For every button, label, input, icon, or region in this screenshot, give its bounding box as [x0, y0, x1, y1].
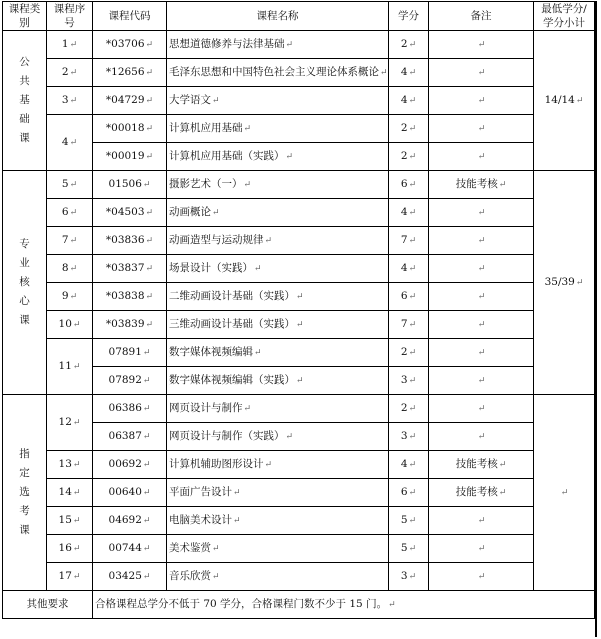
row-code: 07892↵	[93, 367, 167, 395]
paragraph-mark-icon: ↵	[69, 263, 78, 274]
row-seq: 1↵	[47, 31, 93, 59]
paragraph-mark-icon: ↵	[477, 515, 486, 526]
row-remark	[429, 199, 534, 227]
row-code: *03839↵	[93, 311, 167, 339]
row-remark	[429, 115, 534, 143]
row-name: 计算机应用基础↵	[167, 115, 389, 143]
row-code: *03837↵	[93, 255, 167, 283]
row-name: 动画造型与运动规律↵	[167, 227, 389, 255]
vertical-edge-line	[595, 1, 597, 637]
row-seq: 7↵	[47, 227, 93, 255]
paragraph-mark-icon: ↵	[575, 95, 584, 106]
paragraph-mark-icon: ↵	[142, 179, 151, 190]
paragraph-mark-icon: ↵	[408, 403, 417, 414]
row-remark	[429, 423, 534, 451]
paragraph-mark-icon: ↵	[477, 235, 486, 246]
paragraph-mark-icon: ↵	[477, 39, 486, 50]
row-code: *03838↵	[93, 283, 167, 311]
row-name: 二维动画设计基础（实践）↵	[167, 283, 389, 311]
row-remark	[429, 143, 534, 171]
category-char: 基	[19, 94, 30, 106]
row-code: *00019↵	[93, 143, 167, 171]
table-row	[3, 395, 595, 423]
category-char: 指	[19, 448, 30, 460]
paragraph-mark-icon: ↵	[408, 431, 417, 442]
row-credit: 7↵	[389, 311, 429, 339]
row-name: 数字媒体视频编辑（实践）↵	[167, 367, 389, 395]
paragraph-mark-icon: ↵	[72, 515, 81, 526]
row-credit: 4↵	[389, 451, 429, 479]
row-remark	[429, 31, 534, 59]
row-code: 00640↵	[93, 479, 167, 507]
category-char: 考	[19, 505, 30, 517]
paragraph-mark-icon: ↵	[142, 375, 151, 386]
paragraph-mark-icon: ↵	[142, 403, 151, 414]
row-credit: 4↵	[389, 87, 429, 115]
row-credit: 3↵	[389, 367, 429, 395]
row-seq: 15↵	[47, 507, 93, 535]
row-name: 场景设计（实践）↵	[167, 255, 389, 283]
curriculum-table	[2, 1, 595, 619]
row-name: 动画概论↵	[167, 199, 389, 227]
paragraph-mark-icon: ↵	[477, 207, 486, 218]
paragraph-mark-icon: ↵	[142, 347, 151, 358]
paragraph-mark-icon: ↵	[408, 39, 417, 50]
row-seq: 4↵	[47, 115, 93, 171]
table-row	[3, 535, 595, 563]
row-name: 三维动画设计基础（实践）↵	[167, 311, 389, 339]
row-credit: 4↵	[389, 59, 429, 87]
paragraph-mark-icon: ↵	[408, 347, 417, 358]
category-elective	[3, 395, 47, 591]
paragraph-mark-icon: ↵	[408, 515, 417, 526]
category-public	[3, 31, 47, 171]
row-name: 网页设计与制作（实践）↵	[167, 423, 389, 451]
paragraph-mark-icon: ↵	[408, 235, 417, 246]
paragraph-mark-icon: ↵	[408, 179, 417, 190]
paragraph-mark-icon: ↵	[408, 291, 417, 302]
category-char: 定	[19, 467, 30, 479]
paragraph-mark-icon: ↵	[142, 431, 151, 442]
table-row	[3, 451, 595, 479]
paragraph-mark-icon: ↵	[233, 487, 241, 498]
paragraph-mark-icon: ↵	[560, 487, 569, 498]
row-code: 07891↵	[93, 339, 167, 367]
row-code: 00692↵	[93, 451, 167, 479]
row-name: 电脑美术设计↵	[167, 507, 389, 535]
category-char: 共	[19, 75, 30, 87]
paragraph-mark-icon: ↵	[380, 67, 388, 78]
row-code: 04692↵	[93, 507, 167, 535]
row-credit: 5↵	[389, 535, 429, 563]
category-char: 选	[19, 486, 30, 498]
paragraph-mark-icon: ↵	[69, 137, 78, 148]
table-row	[3, 199, 595, 227]
row-credit: 2↵	[389, 339, 429, 367]
row-code: 06386↵	[93, 395, 167, 423]
table-row	[3, 339, 595, 367]
paragraph-mark-icon: ↵	[142, 487, 151, 498]
paragraph-mark-icon: ↵	[72, 417, 81, 428]
row-remark	[429, 367, 534, 395]
header-row	[3, 2, 595, 31]
header-name: 课程名称	[167, 2, 389, 31]
paragraph-mark-icon: ↵	[477, 431, 486, 442]
header-seq: 课程序号	[47, 2, 93, 31]
row-name: 思想道德修养与法律基础↵	[167, 31, 389, 59]
paragraph-mark-icon: ↵	[243, 403, 252, 414]
paragraph-mark-icon: ↵	[296, 375, 304, 386]
paragraph-mark-icon: ↵	[477, 347, 486, 358]
paragraph-mark-icon: ↵	[477, 543, 486, 554]
table-row	[3, 311, 595, 339]
paragraph-mark-icon: ↵	[477, 375, 486, 386]
row-code: 01506↵	[93, 171, 167, 199]
paragraph-mark-icon: ↵	[142, 515, 151, 526]
row-remark	[429, 59, 534, 87]
paragraph-mark-icon: ↵	[72, 571, 81, 582]
paragraph-mark-icon: ↵	[142, 543, 151, 554]
table-row	[3, 283, 595, 311]
paragraph-mark-icon: ↵	[285, 151, 294, 162]
paragraph-mark-icon: ↵	[145, 263, 154, 274]
row-code: *04729↵	[93, 87, 167, 115]
paragraph-mark-icon: ↵	[285, 431, 294, 442]
paragraph-mark-icon: ↵	[72, 487, 81, 498]
row-credit: 3↵	[389, 563, 429, 591]
row-credit: 6↵	[389, 283, 429, 311]
category-char: 心	[19, 295, 30, 307]
row-seq: 17↵	[47, 563, 93, 591]
paragraph-mark-icon: ↵	[498, 179, 507, 190]
row-code: *04503↵	[93, 199, 167, 227]
paragraph-mark-icon: ↵	[145, 319, 154, 330]
row-name: 数字媒体视频编辑↵	[167, 339, 389, 367]
row-seq: 3↵	[47, 87, 93, 115]
row-credit: 2↵	[389, 143, 429, 171]
paragraph-mark-icon: ↵	[408, 319, 417, 330]
row-remark	[429, 563, 534, 591]
paragraph-mark-icon: ↵	[145, 235, 154, 246]
paragraph-mark-icon: ↵	[69, 39, 78, 50]
row-name: 计算机应用基础（实践）↵	[167, 143, 389, 171]
paragraph-mark-icon: ↵	[408, 95, 417, 106]
row-credit: 5↵	[389, 507, 429, 535]
category-char: 业	[19, 257, 30, 269]
paragraph-mark-icon: ↵	[477, 67, 486, 78]
category-char: 核	[19, 276, 30, 288]
row-name: 计算机辅助图形设计↵	[167, 451, 389, 479]
row-remark	[429, 339, 534, 367]
category-char: 础	[19, 113, 30, 125]
paragraph-mark-icon: ↵	[408, 151, 417, 162]
row-seq: 12↵	[47, 395, 93, 451]
table-row	[3, 87, 595, 115]
row-seq: 16↵	[47, 535, 93, 563]
table-row	[3, 479, 595, 507]
row-remark	[429, 87, 534, 115]
paragraph-mark-icon: ↵	[72, 543, 81, 554]
paragraph-mark-icon: ↵	[296, 291, 304, 302]
paragraph-mark-icon: ↵	[69, 207, 78, 218]
row-seq: 13↵	[47, 451, 93, 479]
subtotal-major: 35/39↵	[534, 171, 595, 395]
paragraph-mark-icon: ↵	[477, 123, 486, 134]
row-code: *12656↵	[93, 59, 167, 87]
row-code: 06387↵	[93, 423, 167, 451]
paragraph-mark-icon: ↵	[254, 263, 262, 274]
row-name: 音乐欣赏↵	[167, 563, 389, 591]
paragraph-mark-icon: ↵	[264, 459, 273, 470]
category-char: 课	[19, 132, 30, 144]
paragraph-mark-icon: ↵	[145, 207, 154, 218]
row-credit: 3↵	[389, 423, 429, 451]
paragraph-mark-icon: ↵	[285, 39, 294, 50]
row-seq: 5↵	[47, 171, 93, 199]
paragraph-mark-icon: ↵	[145, 95, 154, 106]
subtotal-public: 14/14↵	[534, 31, 595, 171]
category-char: 课	[19, 524, 30, 536]
paragraph-mark-icon: ↵	[477, 319, 486, 330]
paragraph-mark-icon: ↵	[408, 67, 417, 78]
paragraph-mark-icon: ↵	[408, 263, 417, 274]
paragraph-mark-icon: ↵	[72, 459, 81, 470]
row-credit: 6↵	[389, 479, 429, 507]
footer-text: 合格课程总学分不低于 70 学分，合格课程门数不少于 15 门。↵	[93, 591, 595, 619]
paragraph-mark-icon: ↵	[408, 571, 417, 582]
table-row	[3, 507, 595, 535]
paragraph-mark-icon: ↵	[408, 123, 417, 134]
paragraph-mark-icon: ↵	[408, 459, 417, 470]
row-remark	[429, 255, 534, 283]
paragraph-mark-icon: ↵	[69, 235, 78, 246]
row-remark: 技能考核↵	[429, 451, 534, 479]
paragraph-mark-icon: ↵	[254, 347, 262, 358]
row-credit: 4↵	[389, 199, 429, 227]
row-code: 03425↵	[93, 563, 167, 591]
paragraph-mark-icon: ↵	[69, 179, 78, 190]
paragraph-mark-icon: ↵	[477, 263, 486, 274]
header-category: 课程类别	[3, 2, 47, 31]
row-seq: 14↵	[47, 479, 93, 507]
row-seq: 2↵	[47, 59, 93, 87]
paragraph-mark-icon: ↵	[498, 459, 507, 470]
row-name: 平面广告设计↵	[167, 479, 389, 507]
paragraph-mark-icon: ↵	[72, 361, 81, 372]
table-row	[3, 171, 595, 199]
row-credit: 4↵	[389, 255, 429, 283]
paragraph-mark-icon: ↵	[477, 151, 486, 162]
row-credit: 7↵	[389, 227, 429, 255]
row-remark	[429, 311, 534, 339]
paragraph-mark-icon: ↵	[142, 571, 151, 582]
paragraph-mark-icon: ↵	[477, 95, 486, 106]
table-row	[3, 31, 595, 59]
row-remark	[429, 507, 534, 535]
paragraph-mark-icon: ↵	[145, 67, 154, 78]
table-row	[3, 59, 595, 87]
paragraph-mark-icon: ↵	[145, 291, 154, 302]
category-char: 课	[19, 314, 30, 326]
row-credit: 2↵	[389, 31, 429, 59]
row-code: 00744↵	[93, 535, 167, 563]
row-credit: 2↵	[389, 115, 429, 143]
paragraph-mark-icon: ↵	[477, 403, 486, 414]
row-seq: 8↵	[47, 255, 93, 283]
paragraph-mark-icon: ↵	[69, 67, 78, 78]
category-char: 公	[19, 56, 30, 68]
paragraph-mark-icon: ↵	[212, 207, 220, 218]
row-remark	[429, 283, 534, 311]
paragraph-mark-icon: ↵	[233, 515, 241, 526]
paragraph-mark-icon: ↵	[145, 151, 154, 162]
row-seq: 6↵	[47, 199, 93, 227]
paragraph-mark-icon: ↵	[477, 571, 486, 582]
footer-label: 其他要求	[3, 591, 93, 619]
row-seq: 9↵	[47, 283, 93, 311]
table-row	[3, 227, 595, 255]
footer-row	[3, 591, 595, 619]
paragraph-mark-icon: ↵	[69, 95, 78, 106]
row-name: 美术鉴赏↵	[167, 535, 389, 563]
paragraph-mark-icon: ↵	[498, 487, 507, 498]
row-code: *03706↵	[93, 31, 167, 59]
row-seq: 11↵	[47, 339, 93, 395]
paragraph-mark-icon: ↵	[212, 543, 220, 554]
row-remark: 技能考核↵	[429, 171, 534, 199]
header-remark: 备注	[429, 2, 534, 31]
row-seq: 10↵	[47, 311, 93, 339]
paragraph-mark-icon: ↵	[212, 95, 220, 106]
row-name: 摄影艺术（一）↵	[167, 171, 389, 199]
paragraph-mark-icon: ↵	[388, 599, 396, 610]
paragraph-mark-icon: ↵	[145, 39, 154, 50]
row-name: 大学语文↵	[167, 87, 389, 115]
paragraph-mark-icon: ↵	[408, 375, 417, 386]
row-remark	[429, 227, 534, 255]
paragraph-mark-icon: ↵	[72, 319, 81, 330]
row-remark	[429, 535, 534, 563]
paragraph-mark-icon: ↵	[243, 179, 252, 190]
paragraph-mark-icon: ↵	[296, 319, 304, 330]
paragraph-mark-icon: ↵	[243, 123, 252, 134]
category-char: 专	[19, 238, 30, 250]
row-remark: 技能考核↵	[429, 479, 534, 507]
paragraph-mark-icon: ↵	[575, 277, 584, 288]
paragraph-mark-icon: ↵	[142, 459, 151, 470]
row-code: *03836↵	[93, 227, 167, 255]
row-name: 网页设计与制作↵	[167, 395, 389, 423]
paragraph-mark-icon: ↵	[212, 571, 220, 582]
row-credit: 6↵	[389, 171, 429, 199]
paragraph-mark-icon: ↵	[408, 543, 417, 554]
header-min-credit: 最低学分/学分小计	[534, 2, 595, 31]
paragraph-mark-icon: ↵	[408, 207, 417, 218]
row-name: 毛泽东思想和中国特色社会主义理论体系概论↵	[167, 59, 389, 87]
subtotal-elective	[534, 395, 595, 591]
table-row	[3, 115, 595, 143]
header-code: 课程代码	[93, 2, 167, 31]
paragraph-mark-icon: ↵	[69, 291, 78, 302]
row-remark	[429, 395, 534, 423]
header-credit: 学分	[389, 2, 429, 31]
row-code: *00018↵	[93, 115, 167, 143]
category-major	[3, 171, 47, 395]
paragraph-mark-icon: ↵	[408, 487, 417, 498]
paragraph-mark-icon: ↵	[477, 291, 486, 302]
table-row	[3, 563, 595, 591]
paragraph-mark-icon: ↵	[145, 123, 154, 134]
row-credit: 2↵	[389, 395, 429, 423]
paragraph-mark-icon: ↵	[264, 235, 273, 246]
table-row	[3, 255, 595, 283]
